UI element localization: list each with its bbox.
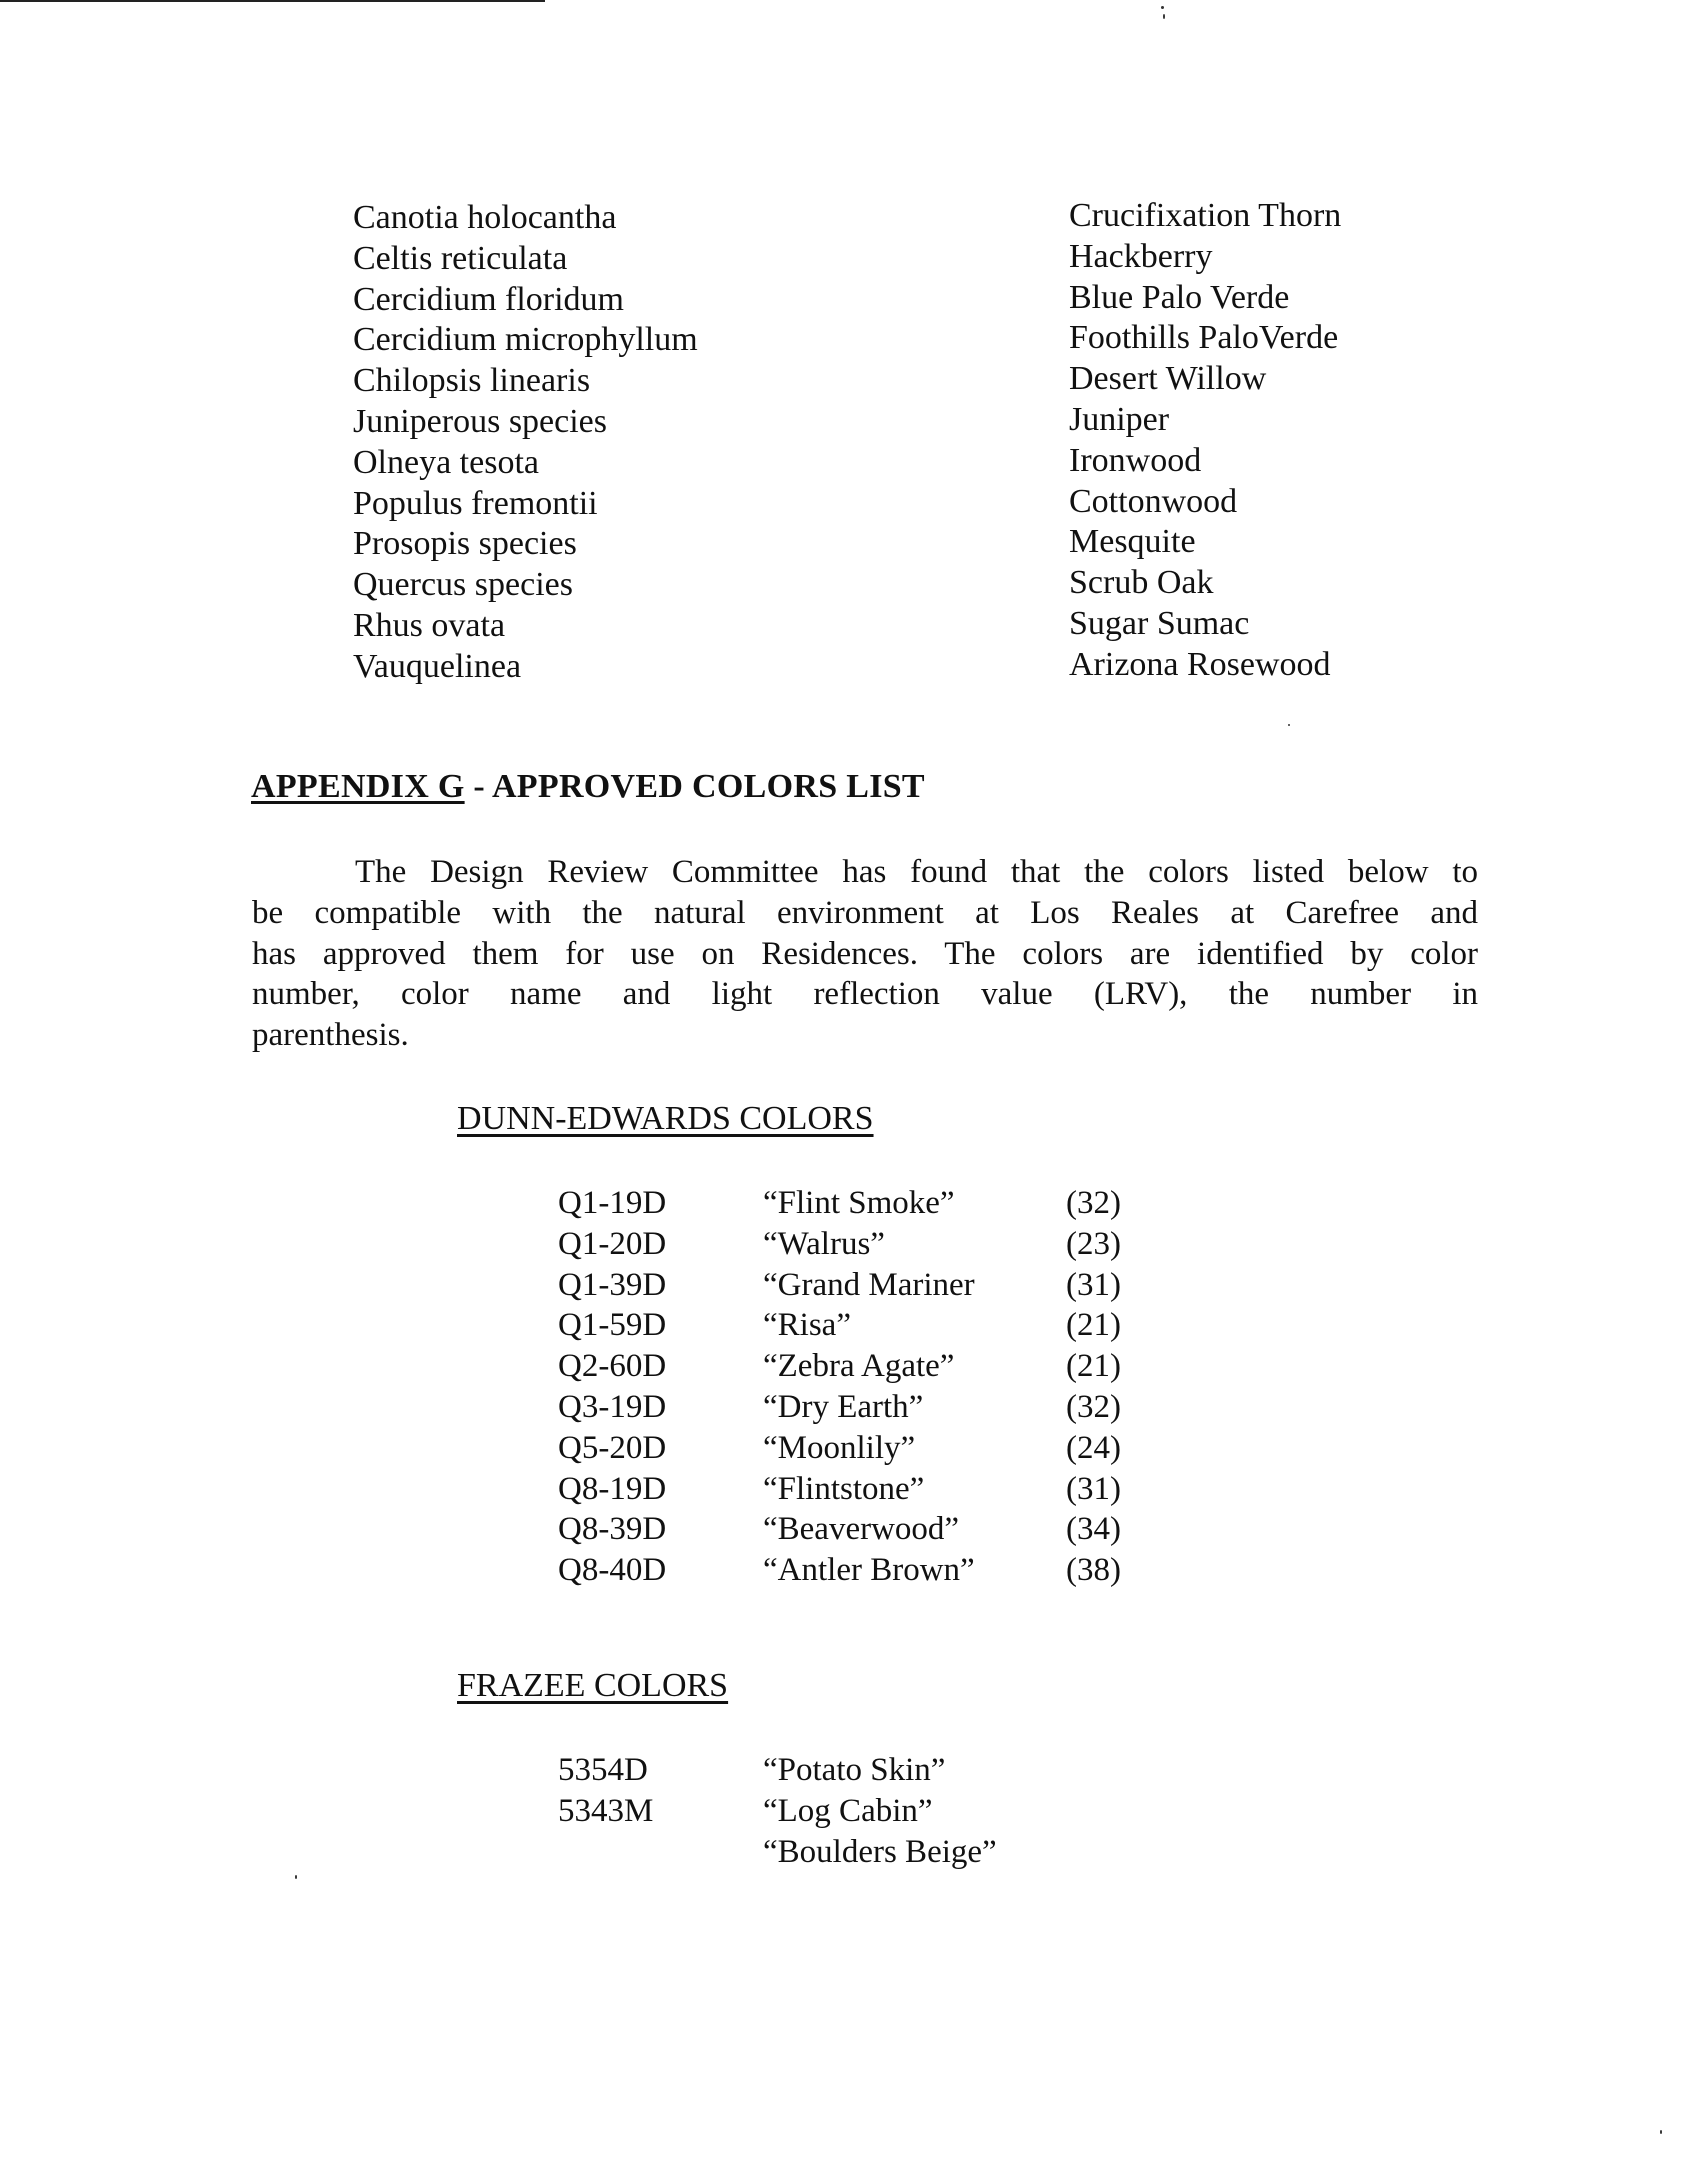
plant-row <box>353 484 1413 525</box>
color-lrv: (38) <box>1066 1552 1121 1589</box>
plant-scientific-name: Populus fremontii <box>353 484 598 522</box>
plant-row <box>353 647 1413 688</box>
plant-row <box>353 198 1413 239</box>
plant-scientific-name: Cercidium microphyllum <box>353 321 698 359</box>
plant-row <box>353 239 1413 280</box>
appendix-heading <box>251 768 925 806</box>
plant-scientific-name: Prosopis species <box>353 525 577 563</box>
color-name: “Log Cabin” <box>763 1792 933 1829</box>
scan-speck <box>295 1875 297 1879</box>
color-lrv: (23) <box>1066 1225 1121 1262</box>
color-code: Q8-19D <box>558 1470 667 1507</box>
paragraph-line: has approved them for use on Residences. The colors are identified by color <box>252 935 1478 972</box>
color-code: Q1-59D <box>558 1307 667 1344</box>
plant-common-name: Hackberry <box>1069 237 1213 275</box>
color-name: “Beaverwood” <box>763 1511 960 1548</box>
color-code: Q2-60D <box>558 1348 667 1385</box>
plant-row <box>353 565 1413 606</box>
color-name: “Walrus” <box>763 1225 885 1262</box>
plant-row <box>353 443 1413 484</box>
paragraph-line: be compatible with the natural environment at Los Reales at Carefree and <box>252 894 1478 931</box>
color-lrv: (32) <box>1066 1185 1121 1221</box>
plant-scientific-name: Quercus species <box>353 566 573 604</box>
color-name: “Dry Earth” <box>763 1388 924 1425</box>
color-name: “Flint Smoke” <box>763 1185 955 1221</box>
scan-edge-line <box>0 0 545 2</box>
plant-common-name: Cottonwood <box>1069 482 1238 520</box>
plant-scientific-name: Canotia holocantha <box>353 199 617 236</box>
paragraph-line: parenthesis. <box>252 1017 409 1054</box>
color-lrv: (21) <box>1066 1307 1121 1344</box>
plant-scientific-name: Olneya tesota <box>353 443 539 481</box>
appendix-title: - APPROVED COLORS LIST <box>464 768 925 805</box>
appendix-label: APPENDIX G <box>251 768 465 805</box>
plant-common-name: Sugar Sumac <box>1069 604 1250 642</box>
plant-common-name: Foothills PaloVerde <box>1069 319 1339 357</box>
color-code: Q1-19D <box>558 1185 667 1221</box>
plant-scientific-name: Vauquelinea <box>353 647 522 685</box>
color-code: Q1-20D <box>558 1225 667 1262</box>
color-code: Q5-20D <box>558 1429 667 1466</box>
scan-speck <box>1660 2130 1662 2134</box>
color-lrv: (24) <box>1066 1429 1121 1466</box>
plant-common-name: Desert Willow <box>1069 360 1267 398</box>
color-code: 5354D <box>558 1752 648 1788</box>
color-lrv: (34) <box>1066 1511 1121 1548</box>
color-lrv: (21) <box>1066 1348 1121 1385</box>
plant-scientific-name: Rhus ovata <box>353 606 506 644</box>
color-name: “Potato Skin” <box>763 1752 946 1788</box>
color-lrv: (31) <box>1066 1266 1121 1303</box>
scan-speck <box>1161 6 1164 9</box>
plant-scientific-name: Cercidium floridum <box>353 280 625 318</box>
color-name: “Flintstone” <box>763 1470 925 1507</box>
plant-scientific-name: Juniperous species <box>353 402 608 440</box>
plant-common-name: Ironwood <box>1069 441 1202 479</box>
plant-common-name: Mesquite <box>1069 523 1196 561</box>
dunn-edwards-title: DUNN-EDWARDS COLORS <box>457 1100 874 1137</box>
color-code: Q1-39D <box>558 1266 667 1303</box>
scan-speck <box>1163 14 1165 19</box>
plant-scientific-name: Chilopsis linearis <box>353 362 591 400</box>
intro-paragraph <box>252 852 1478 1056</box>
plant-common-name: Arizona Rosewood <box>1069 645 1331 683</box>
color-name: “Moonlily” <box>763 1429 916 1466</box>
color-name: “Zebra Agate” <box>763 1348 955 1385</box>
plant-common-name: Juniper <box>1069 400 1170 438</box>
paragraph-line: The Design Review Committee has found that the colors listed below to <box>355 854 1478 890</box>
color-name: “Antler Brown” <box>763 1552 975 1589</box>
plant-row <box>353 402 1413 443</box>
plant-common-name: Scrub Oak <box>1069 564 1214 602</box>
color-code: Q8-40D <box>558 1552 667 1589</box>
color-name: “Boulders Beige” <box>763 1833 997 1870</box>
plant-common-name: Crucifixation Thorn <box>1069 197 1342 234</box>
color-name: “Risa” <box>763 1307 851 1344</box>
plant-scientific-name: Celtis reticulata <box>353 239 568 277</box>
plant-row <box>353 320 1413 361</box>
scan-speck <box>1288 724 1290 726</box>
plant-row <box>353 361 1413 402</box>
frazee-title: FRAZEE COLORS <box>457 1667 729 1704</box>
plant-list <box>353 198 1413 688</box>
color-lrv: (32) <box>1066 1388 1121 1425</box>
plant-row <box>353 606 1413 647</box>
color-code: Q8-39D <box>558 1511 667 1548</box>
plant-common-name: Blue Palo Verde <box>1069 278 1290 316</box>
plant-row <box>353 280 1413 321</box>
paragraph-line: number, color name and light reflection value (LRV), the number in <box>252 976 1478 1013</box>
plant-row <box>353 524 1413 565</box>
color-code: 5343M <box>558 1792 654 1829</box>
color-name: “Grand Mariner <box>763 1266 975 1303</box>
color-lrv: (31) <box>1066 1470 1121 1507</box>
color-code: Q3-19D <box>558 1388 667 1425</box>
